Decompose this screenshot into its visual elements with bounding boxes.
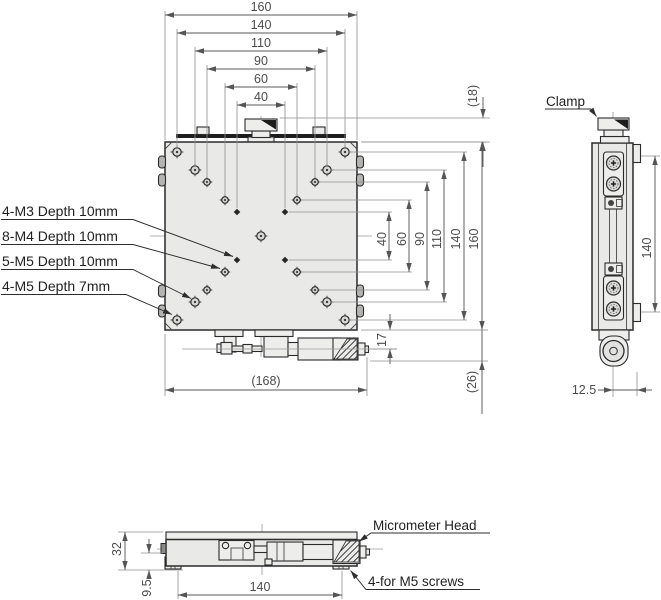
dim-text: 17 [375,333,389,347]
micrometer-mount-block [264,337,288,358]
hole-label-m5: 5-M5 Depth 10mm [2,253,118,269]
micrometer-head-label: Micrometer Head [373,518,477,533]
micrometer-block [267,542,303,561]
moving-table-edge [166,532,357,540]
m5-screws-label: 4-for M5 screws [368,574,465,589]
micrometer-barrel [303,545,333,560]
leader-line [1,295,172,315]
dim-micrometer-offset [368,314,397,364]
side-clamp-knob [598,118,629,143]
front-callouts [351,518,491,590]
dim-text: 160 [250,0,272,14]
dim-text: 40 [254,90,268,104]
dim-text: 32 [110,542,124,556]
dim-text: 90 [413,232,427,246]
dim-text: (168) [251,374,281,388]
dim-text: 12.5 [571,383,597,397]
dim-side-140 [640,156,660,312]
clamp-screw [607,302,621,316]
clamp-screw [607,281,621,295]
dim-text: (18) [466,84,480,108]
dim-text: 40 [375,232,389,246]
side-micrometer-end [599,330,629,366]
micrometer-main-view [182,330,397,360]
side-screw [159,285,166,297]
side-screw [357,285,364,297]
hole-label-m5-7: 4-M5 Depth 7mm [2,278,111,294]
dim-text: 110 [430,229,444,249]
dim-text: 140 [250,18,272,32]
spindle-end [161,544,166,554]
dim-text: 140 [249,580,271,594]
micrometer-end-circle [603,341,624,362]
leader-line [545,109,597,117]
dim-text: 140 [449,228,463,250]
side-screw [357,305,364,317]
dim-front-140 [178,571,342,599]
clamp-callout [545,94,597,117]
side-screw [357,174,364,186]
hole-label-m4: 8-M4 Depth 10mm [2,228,118,244]
clamp-label: Clamp [546,94,586,109]
dim-text: (26) [465,370,479,394]
dim-text: 160 [467,228,481,250]
side-screw [357,156,364,168]
front-view [110,518,490,599]
spindle-nut [221,343,232,355]
dim-text: 140 [640,237,654,259]
clamp-screw [607,156,621,170]
dim-text: 90 [254,54,268,68]
dim-text: 60 [254,72,268,86]
clamp-screw [607,177,621,191]
dim-front-9-5 [140,539,163,597]
dim-text: 60 [395,232,409,246]
top-view [1,0,490,414]
side-screw [159,174,166,186]
leader-line [359,533,490,542]
side-view [545,94,660,397]
dim-text: 110 [251,36,271,50]
hole-label-m3: 4-M3 Depth 10mm [2,203,118,219]
clamp-assembly-top [176,119,346,143]
dim-text: 9.5 [140,579,154,597]
dim-side-12-5 [572,372,652,397]
side-screw [159,156,166,168]
